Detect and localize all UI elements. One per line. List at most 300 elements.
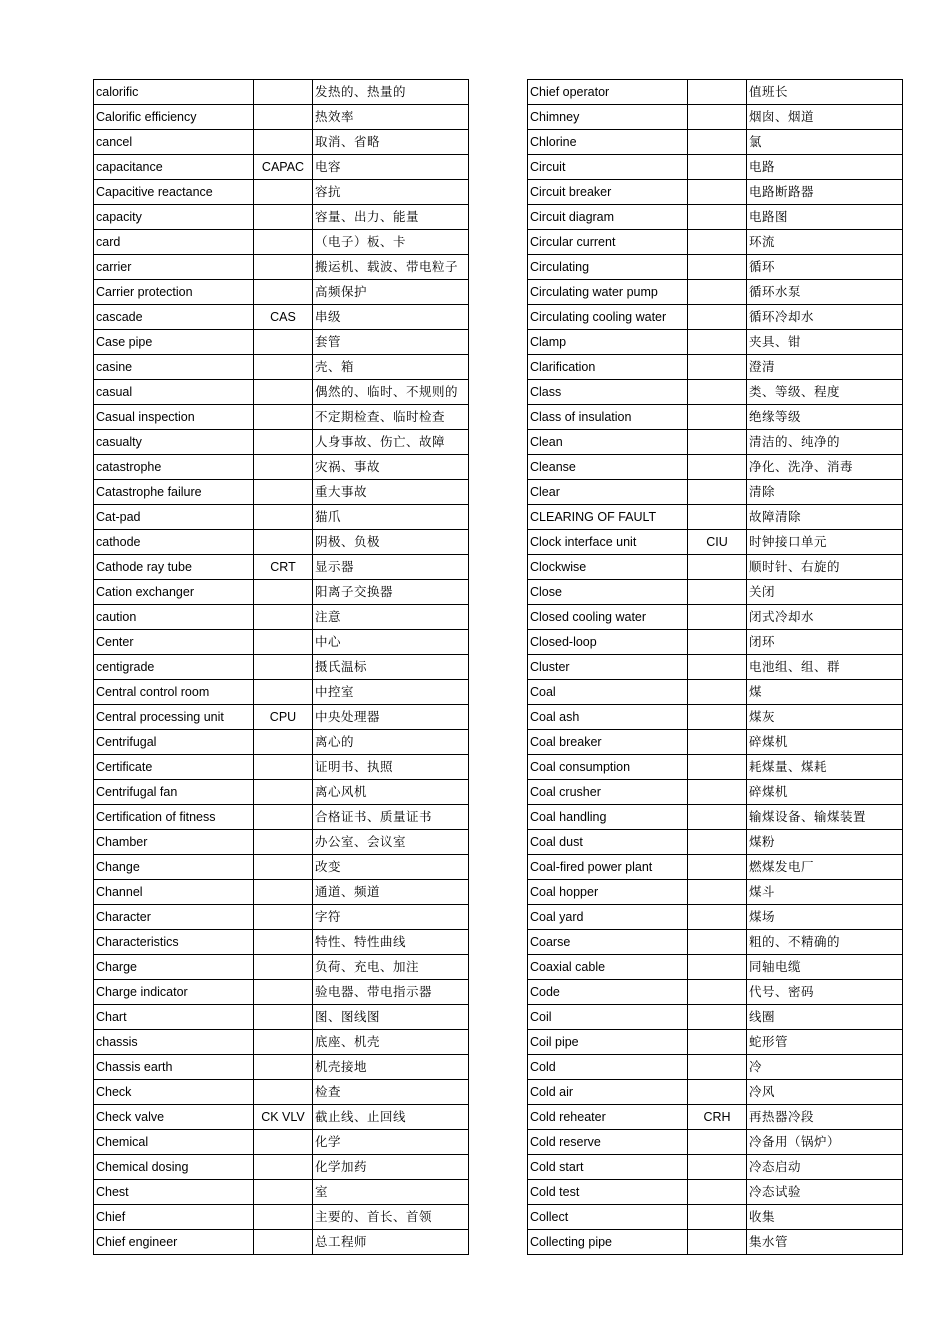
term-chinese: 验电器、带电指示器 — [313, 980, 469, 1005]
term-abbreviation — [688, 1005, 747, 1030]
term-english: Coal breaker — [528, 730, 688, 755]
term-english: carrier — [94, 255, 254, 280]
term-english: calorific — [94, 80, 254, 105]
table-row — [528, 1080, 903, 1105]
table-row — [528, 330, 903, 355]
term-english: CLEARING OF FAULT — [528, 505, 688, 530]
term-abbreviation — [688, 830, 747, 855]
table-row — [94, 305, 469, 330]
term-english: Cation exchanger — [94, 580, 254, 605]
term-chinese: 不定期检查、临时检查 — [313, 405, 469, 430]
term-chinese: 容抗 — [313, 180, 469, 205]
term-english: Clamp — [528, 330, 688, 355]
term-abbreviation — [688, 230, 747, 255]
term-english: Capacitive reactance — [94, 180, 254, 205]
term-english: Coarse — [528, 930, 688, 955]
table-row — [94, 705, 469, 730]
table-row — [94, 780, 469, 805]
term-chinese: 中央处理器 — [313, 705, 469, 730]
term-abbreviation — [688, 980, 747, 1005]
term-abbreviation — [688, 380, 747, 405]
term-abbreviation: CIU — [688, 530, 747, 555]
term-english: Certification of fitness — [94, 805, 254, 830]
table-row — [528, 1105, 903, 1130]
term-abbreviation — [254, 405, 313, 430]
term-chinese: 证明书、执照 — [313, 755, 469, 780]
table-row — [528, 480, 903, 505]
term-english: cathode — [94, 530, 254, 555]
term-english: Clean — [528, 430, 688, 455]
table-row — [528, 405, 903, 430]
term-abbreviation: CAPAC — [254, 155, 313, 180]
term-abbreviation — [254, 355, 313, 380]
table-row — [528, 830, 903, 855]
term-english: Cleanse — [528, 455, 688, 480]
term-abbreviation — [254, 580, 313, 605]
term-chinese: 清除 — [747, 480, 903, 505]
table-row — [528, 455, 903, 480]
table-row — [94, 330, 469, 355]
table-row — [528, 580, 903, 605]
table-row — [528, 930, 903, 955]
term-english: Chassis earth — [94, 1055, 254, 1080]
term-chinese: 电池组、组、群 — [747, 655, 903, 680]
table-row — [94, 130, 469, 155]
term-abbreviation — [254, 730, 313, 755]
term-english: Central control room — [94, 680, 254, 705]
term-abbreviation — [688, 880, 747, 905]
term-chinese: 值班长 — [747, 80, 903, 105]
table-row — [528, 355, 903, 380]
term-abbreviation — [688, 1055, 747, 1080]
table-row — [94, 655, 469, 680]
term-abbreviation — [688, 105, 747, 130]
term-english: Cathode ray tube — [94, 555, 254, 580]
term-english: casine — [94, 355, 254, 380]
table-row — [528, 430, 903, 455]
term-abbreviation — [688, 155, 747, 180]
term-chinese: 检查 — [313, 1080, 469, 1105]
term-abbreviation — [688, 455, 747, 480]
table-row — [94, 1205, 469, 1230]
term-chinese: 室 — [313, 1180, 469, 1205]
term-chinese: 电容 — [313, 155, 469, 180]
table-row — [528, 505, 903, 530]
term-abbreviation — [688, 1155, 747, 1180]
term-chinese: 图、图线图 — [313, 1005, 469, 1030]
term-chinese: 阴极、负极 — [313, 530, 469, 555]
term-english: Coaxial cable — [528, 955, 688, 980]
term-abbreviation — [688, 780, 747, 805]
table-row — [528, 1205, 903, 1230]
term-chinese: 猫爪 — [313, 505, 469, 530]
term-chinese: （电子）板、卡 — [313, 230, 469, 255]
term-chinese: 氯 — [747, 130, 903, 155]
term-english: Change — [94, 855, 254, 880]
table-row — [94, 930, 469, 955]
term-abbreviation — [688, 430, 747, 455]
table-row — [94, 355, 469, 380]
term-chinese: 注意 — [313, 605, 469, 630]
table-row — [528, 205, 903, 230]
table-row — [528, 630, 903, 655]
term-chinese: 蛇形管 — [747, 1030, 903, 1055]
table-row — [94, 505, 469, 530]
term-abbreviation — [688, 180, 747, 205]
term-chinese: 集水管 — [747, 1230, 903, 1255]
table-row — [94, 680, 469, 705]
term-english: Center — [94, 630, 254, 655]
term-chinese: 电路断路器 — [747, 180, 903, 205]
term-english: Coal ash — [528, 705, 688, 730]
term-english: capacity — [94, 205, 254, 230]
term-abbreviation — [254, 830, 313, 855]
table-row — [94, 1180, 469, 1205]
table-row — [94, 855, 469, 880]
term-english: Casual inspection — [94, 405, 254, 430]
table-row — [528, 1230, 903, 1255]
term-chinese: 煤灰 — [747, 705, 903, 730]
term-english: Coal handling — [528, 805, 688, 830]
table-row — [528, 655, 903, 680]
table-row — [528, 1005, 903, 1030]
term-abbreviation — [254, 930, 313, 955]
table-row — [94, 430, 469, 455]
term-english: Coal hopper — [528, 880, 688, 905]
term-english: Cat-pad — [94, 505, 254, 530]
term-abbreviation — [688, 80, 747, 105]
term-chinese: 耗煤量、煤耗 — [747, 755, 903, 780]
term-abbreviation — [254, 955, 313, 980]
table-row — [94, 605, 469, 630]
term-english: Class — [528, 380, 688, 405]
term-chinese: 循环 — [747, 255, 903, 280]
term-abbreviation — [254, 680, 313, 705]
term-english: Close — [528, 580, 688, 605]
term-abbreviation — [688, 805, 747, 830]
term-chinese: 灾祸、事故 — [313, 455, 469, 480]
term-english: Chemical dosing — [94, 1155, 254, 1180]
term-abbreviation — [688, 730, 747, 755]
term-chinese: 再热器冷段 — [747, 1105, 903, 1130]
term-english: Clarification — [528, 355, 688, 380]
term-chinese: 输煤设备、输煤装置 — [747, 805, 903, 830]
term-english: Charge — [94, 955, 254, 980]
term-abbreviation — [688, 130, 747, 155]
table-row — [94, 280, 469, 305]
term-english: Closed-loop — [528, 630, 688, 655]
term-english: Cold start — [528, 1155, 688, 1180]
term-abbreviation — [688, 480, 747, 505]
term-abbreviation — [254, 80, 313, 105]
table-row — [94, 480, 469, 505]
term-english: Carrier protection — [94, 280, 254, 305]
term-chinese: 离心风机 — [313, 780, 469, 805]
term-chinese: 容量、出力、能量 — [313, 205, 469, 230]
term-chinese: 清洁的、纯净的 — [747, 430, 903, 455]
table-row — [94, 755, 469, 780]
term-abbreviation — [254, 1080, 313, 1105]
term-chinese: 热效率 — [313, 105, 469, 130]
term-chinese: 冷风 — [747, 1080, 903, 1105]
table-row — [528, 180, 903, 205]
term-english: Chimney — [528, 105, 688, 130]
term-abbreviation — [688, 330, 747, 355]
term-abbreviation: CK VLV — [254, 1105, 313, 1130]
term-chinese: 化学 — [313, 1130, 469, 1155]
term-chinese: 故障清除 — [747, 505, 903, 530]
term-chinese: 发热的、热量的 — [313, 80, 469, 105]
term-abbreviation — [688, 955, 747, 980]
term-abbreviation — [254, 605, 313, 630]
table-row — [528, 1055, 903, 1080]
term-chinese: 人身事故、伤亡、故障 — [313, 430, 469, 455]
term-abbreviation — [688, 705, 747, 730]
table-row — [528, 705, 903, 730]
term-chinese: 显示器 — [313, 555, 469, 580]
table-row — [528, 755, 903, 780]
term-chinese: 阳离子交换器 — [313, 580, 469, 605]
term-chinese: 特性、特性曲线 — [313, 930, 469, 955]
term-abbreviation — [688, 755, 747, 780]
table-row — [94, 155, 469, 180]
term-chinese: 主要的、首长、首领 — [313, 1205, 469, 1230]
table-row — [94, 1030, 469, 1055]
table-row — [528, 280, 903, 305]
term-chinese: 粗的、不精确的 — [747, 930, 903, 955]
table-row — [528, 230, 903, 255]
term-english: Chlorine — [528, 130, 688, 155]
term-abbreviation — [688, 255, 747, 280]
term-chinese: 收集 — [747, 1205, 903, 1230]
term-chinese: 电路图 — [747, 205, 903, 230]
term-abbreviation — [688, 1230, 747, 1255]
term-abbreviation — [254, 855, 313, 880]
term-abbreviation — [254, 1030, 313, 1055]
term-abbreviation — [688, 280, 747, 305]
term-english: Calorific efficiency — [94, 105, 254, 130]
table-row — [528, 980, 903, 1005]
term-english: Cold — [528, 1055, 688, 1080]
term-english: Circular current — [528, 230, 688, 255]
table-row — [528, 730, 903, 755]
term-english: Coal crusher — [528, 780, 688, 805]
table-row — [528, 1155, 903, 1180]
table-row — [94, 205, 469, 230]
term-abbreviation — [254, 480, 313, 505]
term-english: card — [94, 230, 254, 255]
term-chinese: 冷备用（锅炉） — [747, 1130, 903, 1155]
term-chinese: 摄氏温标 — [313, 655, 469, 680]
term-english: cancel — [94, 130, 254, 155]
term-english: capacitance — [94, 155, 254, 180]
table-row — [528, 1180, 903, 1205]
term-abbreviation — [254, 1005, 313, 1030]
table-row — [528, 555, 903, 580]
term-chinese: 电路 — [747, 155, 903, 180]
term-abbreviation — [254, 180, 313, 205]
term-abbreviation — [254, 455, 313, 480]
term-english: chassis — [94, 1030, 254, 1055]
term-chinese: 办公室、会议室 — [313, 830, 469, 855]
term-abbreviation — [254, 630, 313, 655]
glossary-rows-right — [528, 80, 903, 1255]
table-row — [94, 580, 469, 605]
table-row — [94, 955, 469, 980]
term-chinese: 套管 — [313, 330, 469, 355]
term-chinese: 烟囱、烟道 — [747, 105, 903, 130]
table-row — [94, 405, 469, 430]
term-abbreviation — [254, 530, 313, 555]
term-abbreviation — [254, 380, 313, 405]
term-abbreviation — [254, 330, 313, 355]
term-abbreviation — [254, 905, 313, 930]
table-row — [528, 80, 903, 105]
term-english: Cluster — [528, 655, 688, 680]
term-chinese: 类、等级、程度 — [747, 380, 903, 405]
term-abbreviation — [254, 130, 313, 155]
term-abbreviation: CPU — [254, 705, 313, 730]
term-english: cascade — [94, 305, 254, 330]
table-row — [528, 530, 903, 555]
term-english: Coal dust — [528, 830, 688, 855]
term-abbreviation — [254, 280, 313, 305]
term-chinese: 线圈 — [747, 1005, 903, 1030]
term-english: Case pipe — [94, 330, 254, 355]
term-chinese: 环流 — [747, 230, 903, 255]
term-chinese: 燃煤发电厂 — [747, 855, 903, 880]
term-english: Class of insulation — [528, 405, 688, 430]
term-english: Chest — [94, 1180, 254, 1205]
term-chinese: 重大事故 — [313, 480, 469, 505]
term-abbreviation — [254, 255, 313, 280]
term-chinese: 取消、省略 — [313, 130, 469, 155]
term-chinese: 顺时针、右旋的 — [747, 555, 903, 580]
term-abbreviation — [254, 230, 313, 255]
term-chinese: 壳、箱 — [313, 355, 469, 380]
table-row — [528, 380, 903, 405]
term-abbreviation: CRH — [688, 1105, 747, 1130]
term-chinese: 高频保护 — [313, 280, 469, 305]
term-abbreviation — [688, 680, 747, 705]
table-row — [94, 880, 469, 905]
table-row — [528, 780, 903, 805]
table-row — [94, 905, 469, 930]
term-chinese: 碎煤机 — [747, 780, 903, 805]
term-abbreviation — [688, 1205, 747, 1230]
term-english: Centrifugal — [94, 730, 254, 755]
term-abbreviation — [688, 405, 747, 430]
term-abbreviation — [254, 205, 313, 230]
table-row — [94, 1105, 469, 1130]
term-english: centigrade — [94, 655, 254, 680]
term-abbreviation — [254, 655, 313, 680]
glossary-rows-left — [94, 80, 469, 1255]
table-row — [94, 105, 469, 130]
term-abbreviation — [688, 305, 747, 330]
term-english: Clockwise — [528, 555, 688, 580]
table-row — [94, 1055, 469, 1080]
term-chinese: 净化、洗净、消毒 — [747, 455, 903, 480]
term-chinese: 截止线、止回线 — [313, 1105, 469, 1130]
table-row — [94, 805, 469, 830]
glossary-table-right — [527, 79, 903, 1255]
term-english: Circuit breaker — [528, 180, 688, 205]
term-abbreviation — [688, 1080, 747, 1105]
term-english: Catastrophe failure — [94, 480, 254, 505]
table-row — [528, 605, 903, 630]
table-row — [94, 1155, 469, 1180]
table-row — [94, 1130, 469, 1155]
term-abbreviation — [688, 655, 747, 680]
table-row — [94, 455, 469, 480]
term-english: casual — [94, 380, 254, 405]
term-english: Cold reserve — [528, 1130, 688, 1155]
term-abbreviation — [688, 355, 747, 380]
term-english: Channel — [94, 880, 254, 905]
term-chinese: 机壳接地 — [313, 1055, 469, 1080]
term-english: Coil — [528, 1005, 688, 1030]
term-english: Clear — [528, 480, 688, 505]
term-chinese: 通道、频道 — [313, 880, 469, 905]
table-row — [528, 880, 903, 905]
term-abbreviation — [688, 905, 747, 930]
term-abbreviation — [254, 980, 313, 1005]
term-english: Certificate — [94, 755, 254, 780]
term-chinese: 中控室 — [313, 680, 469, 705]
term-chinese: 时钟接口单元 — [747, 530, 903, 555]
term-english: Characteristics — [94, 930, 254, 955]
term-english: Charge indicator — [94, 980, 254, 1005]
table-row — [94, 80, 469, 105]
term-abbreviation — [254, 1230, 313, 1255]
term-chinese: 夹具、钳 — [747, 330, 903, 355]
table-row — [528, 255, 903, 280]
table-row — [94, 1080, 469, 1105]
term-abbreviation — [688, 205, 747, 230]
term-chinese: 搬运机、载波、带电粒子 — [313, 255, 469, 280]
term-english: catastrophe — [94, 455, 254, 480]
term-chinese: 偶然的、临时、不规则的 — [313, 380, 469, 405]
term-abbreviation — [688, 930, 747, 955]
term-english: Chamber — [94, 830, 254, 855]
term-english: Coal-fired power plant — [528, 855, 688, 880]
term-chinese: 改变 — [313, 855, 469, 880]
table-row — [528, 105, 903, 130]
term-abbreviation: CRT — [254, 555, 313, 580]
term-abbreviation — [254, 1155, 313, 1180]
term-english: caution — [94, 605, 254, 630]
term-english: Circulating — [528, 255, 688, 280]
term-abbreviation — [688, 855, 747, 880]
table-row — [528, 955, 903, 980]
term-english: Cold test — [528, 1180, 688, 1205]
table-row — [94, 530, 469, 555]
term-abbreviation — [688, 1130, 747, 1155]
term-abbreviation — [254, 1180, 313, 1205]
term-abbreviation — [254, 430, 313, 455]
term-chinese: 循环冷却水 — [747, 305, 903, 330]
term-chinese: 化学加药 — [313, 1155, 469, 1180]
term-english: Centrifugal fan — [94, 780, 254, 805]
table-row — [94, 180, 469, 205]
term-english: Circuit diagram — [528, 205, 688, 230]
term-english: Coal yard — [528, 905, 688, 930]
term-abbreviation — [254, 755, 313, 780]
term-english: Cold reheater — [528, 1105, 688, 1130]
term-abbreviation — [254, 805, 313, 830]
term-chinese: 底座、机壳 — [313, 1030, 469, 1055]
